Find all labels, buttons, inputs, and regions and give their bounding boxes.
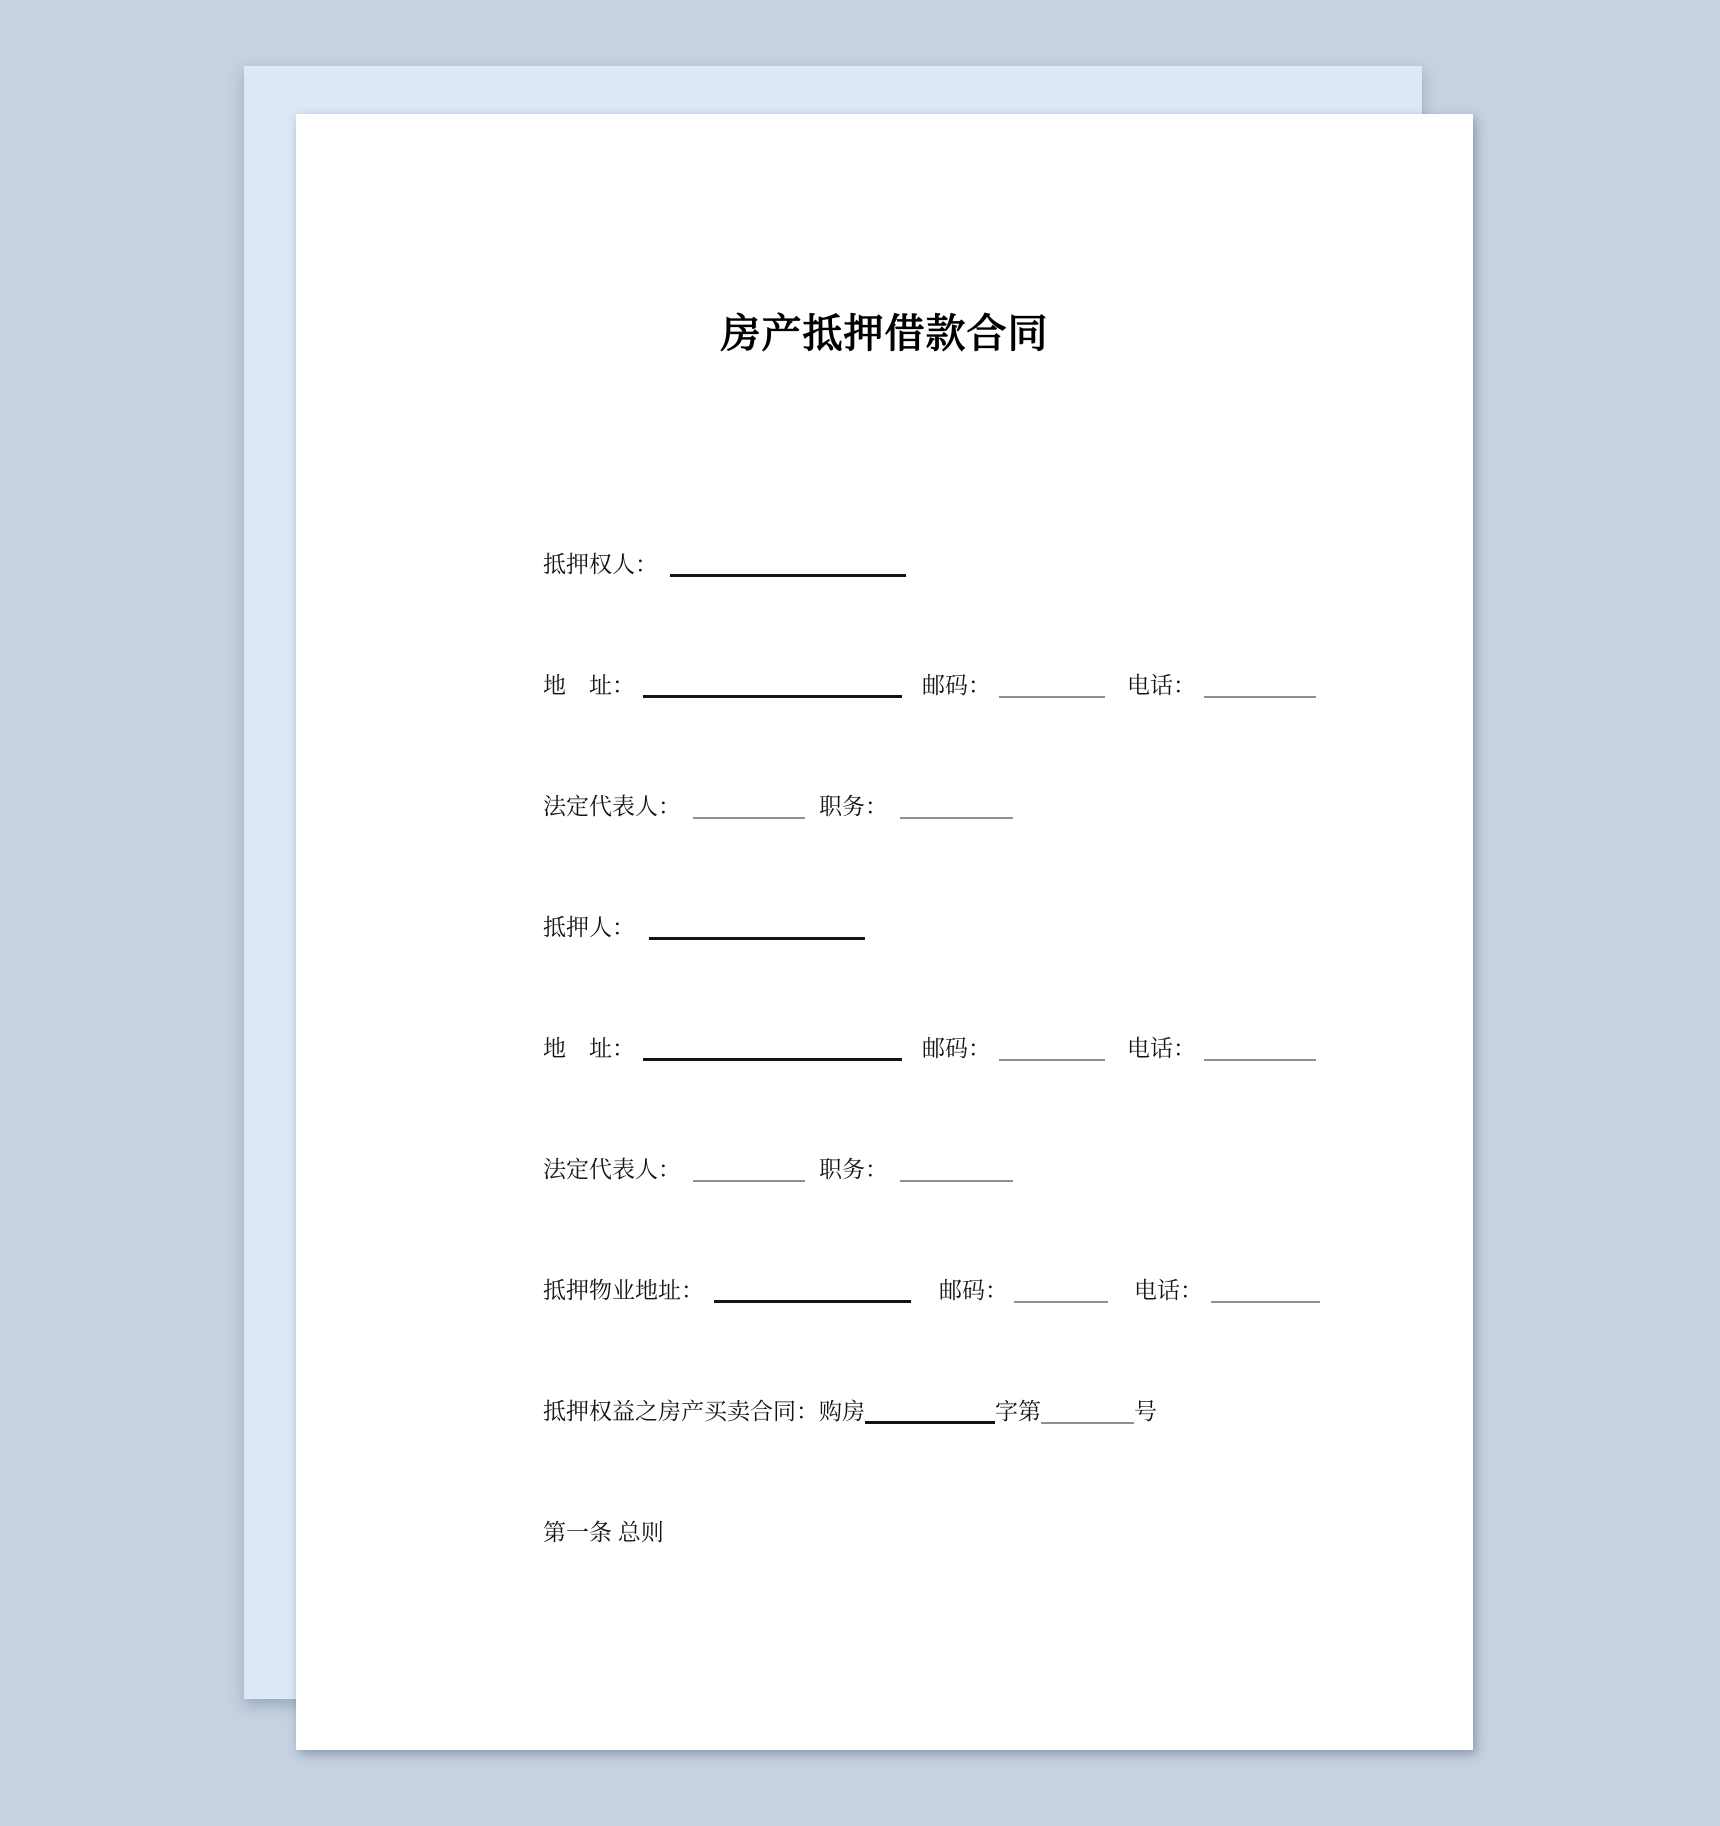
- field-label: 邮码：: [922, 1036, 991, 1061]
- field-label: 地 址：: [543, 1036, 635, 1061]
- field-label: 电话：: [1127, 673, 1196, 698]
- blank-line: [714, 1282, 911, 1303]
- field-label: 法定代表人：: [543, 794, 681, 819]
- field-label: 电话：: [1134, 1278, 1203, 1303]
- blank-line: [1204, 678, 1316, 698]
- form-line: [543, 746, 1453, 867]
- blank-line: [643, 1040, 902, 1061]
- form-line: [543, 867, 1453, 988]
- form-line: [543, 988, 1453, 1109]
- field-label: 抵押人：: [543, 915, 635, 940]
- blank-line: [649, 919, 865, 940]
- document-title: 房产抵押借款合同: [720, 312, 1049, 356]
- form-line: [543, 504, 1453, 625]
- form-line: [543, 1230, 1453, 1351]
- blank-line: [1014, 1283, 1108, 1303]
- blank-line: [1204, 1041, 1316, 1061]
- blank-line: [643, 677, 902, 698]
- field-label: 职务：: [819, 1157, 888, 1182]
- form-line: [543, 1351, 1453, 1472]
- field-label: 号: [1134, 1399, 1157, 1424]
- form-line: [543, 1109, 1453, 1230]
- field-label: 抵押权益之房产买卖合同：购房: [543, 1399, 865, 1424]
- blank-line: [999, 678, 1105, 698]
- field-label: 字第: [995, 1399, 1041, 1424]
- form-line: [543, 625, 1453, 746]
- blank-line: [693, 1162, 805, 1182]
- blank-line: [999, 1041, 1105, 1061]
- form-lines-container: [543, 504, 1453, 1593]
- blank-line: [1211, 1283, 1320, 1303]
- field-label: 抵押物业地址：: [543, 1278, 704, 1303]
- field-label: 法定代表人：: [543, 1157, 681, 1182]
- blank-line: [1041, 1404, 1134, 1424]
- blank-line: [900, 799, 1013, 819]
- section-heading: 第一条 总则: [543, 1520, 664, 1545]
- blank-line: [900, 1162, 1013, 1182]
- field-label: 职务：: [819, 794, 888, 819]
- field-label: 地 址：: [543, 673, 635, 698]
- blank-line: [865, 1403, 995, 1424]
- form-line: [543, 1472, 1453, 1593]
- blank-line: [693, 799, 805, 819]
- field-label: 电话：: [1127, 1036, 1196, 1061]
- field-label: 邮码：: [939, 1278, 1008, 1303]
- paper-page: [296, 114, 1473, 1750]
- field-label: 抵押权人：: [543, 552, 658, 577]
- field-label: 邮码：: [922, 673, 991, 698]
- blank-line: [670, 556, 906, 577]
